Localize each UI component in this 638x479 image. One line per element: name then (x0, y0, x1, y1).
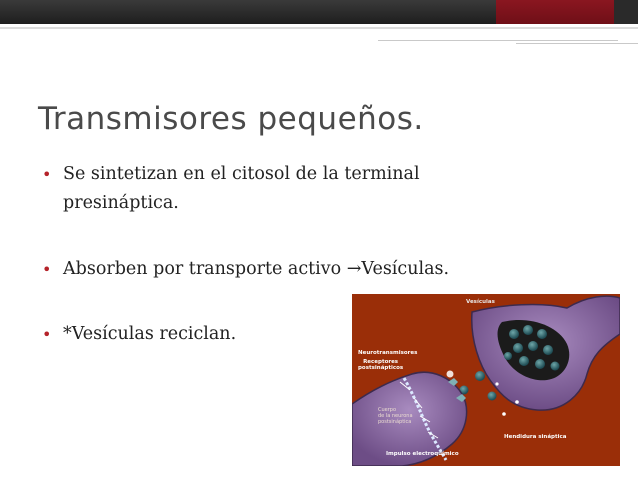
label-neurotransmitters: Neurotransmisores (358, 350, 418, 356)
synapse-illustration (352, 294, 620, 466)
bullet-text: *Vesículas reciclan. (63, 324, 237, 344)
bullet-dot: • (42, 260, 52, 279)
bullet-text: Absorben por transporte activo →Vesículas. (63, 259, 450, 279)
bullet-text (63, 160, 420, 218)
label-cell-body-line: postsináptica (378, 419, 412, 425)
synapse-drawing (352, 294, 620, 466)
bullet-dot: • (42, 165, 52, 184)
bullet-dot: • (42, 325, 52, 344)
label-receptors-line: Receptores (363, 359, 399, 365)
top-bar-end (614, 0, 638, 24)
bullet-text-line: presináptica. (63, 193, 179, 213)
label-cell-body (378, 407, 413, 425)
label-receptors (358, 359, 403, 371)
label-receptors-line: postsinápticos (358, 365, 404, 371)
top-rule (0, 27, 638, 29)
slide-title: Transmisores pequeños. (38, 101, 424, 137)
label-cell-body-line: Cuerpo (378, 407, 397, 413)
label-synaptic-cleft: Hendidura sináptica (504, 434, 567, 440)
bullet-text-line: Se sintetizan en el citosol de la terminal (63, 164, 420, 184)
label-vesicles: Vesículas (466, 299, 495, 305)
decorative-rule (378, 40, 618, 41)
top-bar-accent (496, 0, 614, 24)
decorative-rule (516, 43, 638, 44)
label-cell-body-line: de la neurona (378, 413, 413, 419)
label-impulse: Impulso electroquímico (386, 451, 459, 457)
